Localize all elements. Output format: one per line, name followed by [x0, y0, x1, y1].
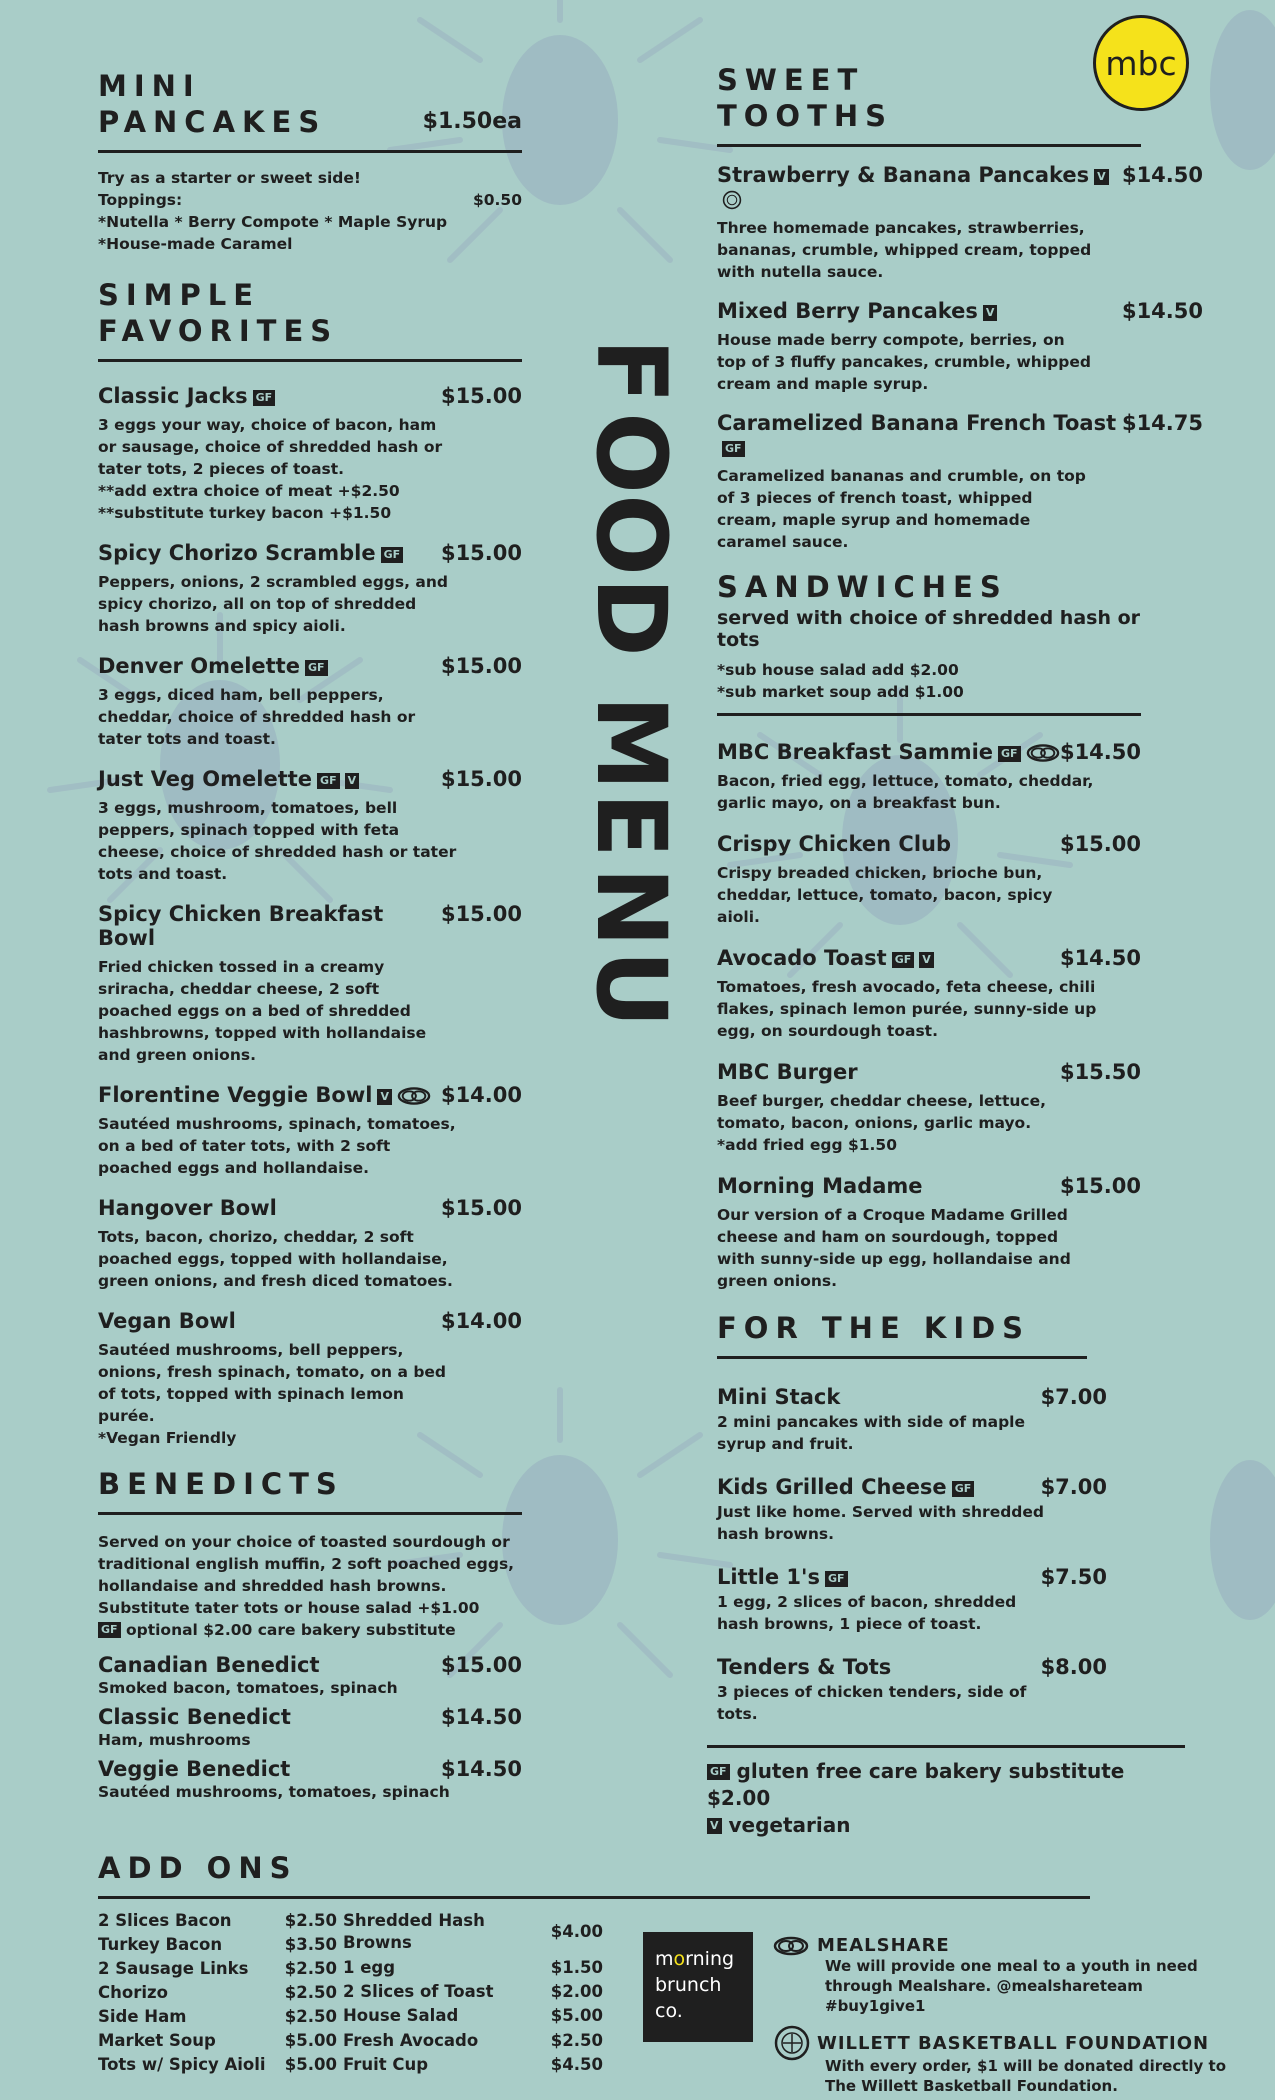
item-description: Sautéed mushrooms, spinach, tomatoes, on a bed of tater tots, with 2 soft poached eggs and hollandaise. — [98, 1115, 456, 1177]
toppings-list: *House-made Caramel — [98, 235, 293, 253]
item-description: Tomatoes, fresh avocado, feta cheese, chili flakes, spinach lemon purée, sunny-side up egg, on sourdough toast. — [717, 978, 1097, 1040]
item-name — [98, 541, 403, 565]
benedicts-section — [98, 1466, 522, 1803]
item-name-text: Tenders & Tots — [717, 1655, 892, 1679]
item-price: $15.00 — [440, 767, 522, 791]
menu-item-header — [98, 1083, 522, 1107]
menu-item — [98, 654, 522, 750]
gf-badge: GF — [998, 746, 1021, 762]
item-name-text: Caramelized Banana French Toast — [717, 411, 1117, 435]
add-on-price: $2.50 — [284, 1959, 337, 1978]
mealshare-icon — [1026, 743, 1060, 763]
item-price: $7.00 — [1040, 1475, 1107, 1499]
gf-badge: GF — [707, 1764, 730, 1780]
menu-item-header — [717, 832, 1141, 856]
item-price: $14.50 — [440, 1705, 522, 1729]
item-name-text: Crispy Chicken Club — [717, 832, 952, 856]
item-description: Just like home. Served with shredded hash browns. — [717, 1503, 1045, 1543]
item-name-text: Little 1's — [717, 1565, 820, 1589]
v-badge: V — [983, 305, 998, 321]
menu-item — [717, 1565, 1107, 1635]
menu-item — [717, 1655, 1107, 1725]
item-name-text: Kids Grilled Cheese — [717, 1475, 947, 1499]
add-on-name: 2 Slices Bacon — [98, 1911, 232, 1930]
item-name-text: MBC Burger — [717, 1060, 858, 1084]
menu-item — [98, 1705, 522, 1751]
add-on-row — [343, 1956, 603, 1980]
item-price: $7.00 — [1040, 1385, 1107, 1409]
menu-item-header — [717, 1565, 1107, 1589]
gf-badge: GF — [825, 1571, 848, 1587]
section-heading: SANDWICHES — [717, 570, 1008, 604]
item-price: $14.50 — [440, 1757, 522, 1781]
item-description: Peppers, onions, 2 scrambled eggs, and spicy chorizo, all on top of shredded hash browns and spicy aioli. — [98, 573, 448, 635]
add-on-name: Turkey Bacon — [98, 1935, 223, 1954]
add-on-name: Chorizo — [98, 1983, 168, 2002]
add-on-name: Tots w/ Spicy Aioli — [98, 2055, 266, 2074]
add-on-name: Market Soup — [98, 2031, 216, 2050]
add-on-row — [343, 1980, 603, 2004]
sweet-tooths-section — [717, 62, 1141, 147]
left-column — [98, 68, 522, 1809]
item-name — [717, 1385, 840, 1409]
willett-icon — [773, 2024, 811, 2062]
menu-item-header — [98, 1309, 522, 1333]
title-letter: D — [575, 577, 687, 657]
section-heading: TOOTHS — [717, 99, 894, 133]
item-description: Our version of a Croque Madame Grilled cheese and ham on sourdough, topped with sunny-side up egg, hollandaise and green onions. — [717, 1206, 1071, 1290]
add-on-row — [98, 2005, 343, 2029]
item-name-text: Hangover Bowl — [98, 1196, 277, 1220]
willett-text: With every order, $1 will be donated directly to The Willett Basketball Foundation. — [825, 2057, 1227, 2095]
menu-item — [717, 1385, 1107, 1455]
item-name-text: Denver Omelette — [98, 654, 300, 678]
menu-item — [717, 1475, 1107, 1545]
gf-badge: GF — [317, 773, 340, 789]
menu-item-header — [98, 1653, 522, 1677]
item-description: House made berry compote, berries, on top of 3 fluffy pancakes, crumble, whipped cream and maple syrup. — [717, 331, 1091, 393]
mini-pancakes-desc: Try as a starter or sweet side! — [98, 169, 361, 187]
add-on-name: Side Ham — [98, 2007, 187, 2026]
v-badge: V — [707, 1818, 722, 1834]
item-name-text: Strawberry & Banana Pancakes — [717, 163, 1090, 187]
v-badge: V — [345, 773, 360, 789]
item-note: *Vegan Friendly — [98, 1429, 237, 1447]
item-price: $14.00 — [440, 1083, 522, 1107]
menu-item — [717, 740, 1141, 814]
menu-item-header — [717, 1174, 1141, 1198]
item-price: $1.50ea — [422, 109, 522, 134]
add-on-price: $4.50 — [550, 2054, 603, 2074]
sandwiches-section — [717, 569, 1141, 1292]
mini-pancakes-section — [98, 68, 522, 255]
menu-item-header — [717, 740, 1141, 764]
menu-list — [717, 740, 1141, 1292]
item-name-text: Mixed Berry Pancakes — [717, 299, 978, 323]
sandwiches-subheading: served with choice of shredded hash or tots — [717, 607, 1141, 651]
menu-item — [98, 541, 522, 637]
add-on-row — [98, 2029, 343, 2053]
add-on-name: 2 Sausage Links — [98, 1959, 249, 1978]
item-price: $15.00 — [1059, 832, 1141, 856]
menu-item-header — [717, 163, 1203, 211]
item-name — [98, 654, 328, 678]
title-letter: U — [574, 950, 687, 1028]
item-price: $14.00 — [440, 1309, 522, 1333]
item-name — [717, 1655, 891, 1679]
item-price: $14.50 — [1121, 163, 1203, 187]
item-name — [717, 1060, 858, 1084]
legend-text: gluten free care bakery substitute $2.00 — [707, 1759, 1125, 1810]
menu-item-header — [717, 1475, 1107, 1499]
item-name-text: Classic Jacks — [98, 384, 248, 408]
item-note: **substitute turkey bacon +$1.50 — [98, 504, 392, 522]
toppings-list: *Nutella * Berry Compote * Maple Syrup — [98, 213, 448, 231]
morning-brunch-brand-box — [643, 1932, 753, 2042]
right-column — [707, 62, 1203, 1839]
item-description: 2 mini pancakes with side of maple syrup and fruit. — [717, 1413, 1025, 1453]
add-on-name: 1 egg — [343, 1957, 396, 1977]
item-name — [98, 1309, 236, 1333]
item-name-text: MBC Breakfast Sammie — [717, 740, 994, 764]
menu-item — [98, 1757, 522, 1803]
add-on-row — [343, 2053, 603, 2077]
title-letter: N — [575, 866, 687, 948]
mealshare-icon — [397, 1086, 431, 1106]
gf-badge: GF — [305, 660, 328, 676]
item-name — [717, 832, 951, 856]
item-name-text: Vegan Bowl — [98, 1309, 236, 1333]
menu-item-header — [98, 1196, 522, 1220]
item-name-text: Spicy Chorizo Scramble — [98, 541, 376, 565]
item-description: Beef burger, cheddar cheese, lettuce, tomato, bacon, onions, garlic mayo. — [717, 1092, 1046, 1132]
item-price: $8.00 — [1040, 1655, 1107, 1679]
add-on-price: $2.50 — [284, 1911, 337, 1930]
gf-badge: GF — [892, 952, 915, 968]
mealshare-title: MEALSHARE — [817, 1935, 950, 1956]
gf-badge: GF — [98, 1622, 121, 1638]
item-name-text: Spicy Chicken Breakfast Bowl — [98, 902, 384, 950]
add-on-name: Fruit Cup — [343, 2054, 429, 2074]
item-name — [98, 1196, 277, 1220]
simple-favorites-section — [98, 277, 522, 1449]
toppings-label: Toppings: — [98, 191, 183, 209]
item-price: $7.50 — [1040, 1565, 1107, 1589]
menu-item — [98, 1196, 522, 1292]
gf-note: optional $2.00 care bakery substitute — [125, 1621, 456, 1639]
menu-item — [717, 411, 1203, 553]
item-name — [717, 740, 1060, 764]
item-name — [98, 1083, 431, 1107]
menu-item-header — [98, 902, 522, 950]
title-letter: F — [574, 338, 687, 404]
item-name — [717, 1565, 848, 1589]
item-price: $15.00 — [440, 902, 522, 926]
sandwich-note: *sub house salad add $2.00 — [717, 661, 959, 679]
add-on-name: House Salad — [343, 2006, 459, 2026]
add-on-price: $2.50 — [550, 2030, 603, 2050]
menu-item — [98, 902, 522, 1066]
item-name — [717, 1174, 923, 1198]
gf-badge: GF — [722, 441, 745, 457]
section-heading: MINI — [98, 69, 201, 103]
item-name — [717, 946, 934, 970]
add-on-price: $5.00 — [550, 2006, 603, 2026]
add-on-row — [343, 2028, 603, 2052]
menu-item-header — [717, 1385, 1107, 1409]
title-letter: O — [574, 412, 687, 494]
item-description: Smoked bacon, tomatoes, spinach — [98, 1679, 398, 1697]
add-on-price: $3.50 — [284, 1935, 337, 1954]
item-name-text: Just Veg Omelette — [98, 767, 313, 791]
item-price: $14.50 — [1059, 740, 1141, 764]
menu-item — [98, 1653, 522, 1699]
menu-item — [98, 1083, 522, 1179]
add-on-row — [343, 2004, 603, 2028]
add-ons-column — [98, 1909, 343, 2077]
menu-item-header — [717, 946, 1141, 970]
benedicts-intro: Served on your choice of toasted sourdough or traditional english muffin, 2 soft poached eggs, hollandaise and shredded hash browns. Substitute tater tots or house salad +$1.00 — [98, 1533, 515, 1617]
menu-item-header — [98, 384, 522, 408]
menu-item-header — [98, 1757, 522, 1781]
title-letter: E — [574, 792, 687, 858]
add-on-name: Shredded Hash Browns — [343, 1911, 485, 1953]
item-name — [98, 1705, 291, 1729]
menu-item-header — [717, 299, 1203, 323]
menu-list — [717, 1385, 1107, 1725]
gf-badge: GF — [952, 1481, 975, 1497]
mealshare-text: We will provide one meal to a youth in need through Mealshare. @mealshareteam #buy1give1 — [825, 1957, 1198, 2015]
toppings-price: $0.50 — [472, 191, 522, 209]
item-name — [98, 767, 359, 791]
item-description: Caramelized bananas and crumble, on top of 3 pieces of french toast, whipped cream, maple syrup and homemade caramel sauce. — [717, 467, 1086, 551]
item-price: $15.50 — [1059, 1060, 1141, 1084]
section-heading: ADD ONS — [98, 1850, 1090, 1899]
item-description: 3 pieces of chicken tenders, side of tots. — [717, 1683, 1027, 1723]
add-on-row — [98, 1909, 343, 1933]
brand-text: co. — [655, 2000, 683, 2022]
add-on-row — [98, 2053, 343, 2077]
add-on-name: Fresh Avocado — [343, 2030, 479, 2050]
add-on-price: $5.00 — [284, 2031, 337, 2050]
item-price: $15.00 — [440, 1196, 522, 1220]
mealshare-icon — [773, 1936, 809, 1956]
item-name — [717, 411, 1122, 459]
item-price: $15.00 — [440, 1653, 522, 1677]
sandwich-note: *sub market soup add $1.00 — [717, 683, 964, 701]
item-price: $15.00 — [440, 654, 522, 678]
charity-info — [773, 1935, 1228, 2096]
item-description: Ham, mushrooms — [98, 1731, 251, 1749]
menu-list — [98, 384, 522, 1449]
menu-item-header — [98, 767, 522, 791]
section-heading: PANCAKES — [98, 105, 327, 139]
item-description: Fried chicken tossed in a creamy sriracha, cheddar cheese, 2 soft poached eggs on a bed of shredded hashbrowns, topped with hollandaise and green onions. — [98, 958, 427, 1064]
menu-item-header — [98, 654, 522, 678]
section-heading: SWEET — [717, 63, 865, 97]
brand-text: brunch — [655, 1974, 722, 1996]
menu-item — [98, 1309, 522, 1449]
menu-item-header — [717, 1655, 1107, 1679]
section-heading: FAVORITES — [98, 314, 339, 348]
item-name-text: Veggie Benedict — [98, 1757, 291, 1781]
item-description: 1 egg, 2 slices of bacon, shredded hash browns, 1 piece of toast. — [717, 1593, 1017, 1633]
item-name-text: Mini Stack — [717, 1385, 841, 1409]
item-price: $15.00 — [440, 541, 522, 565]
item-description: 3 eggs, diced ham, bell peppers, cheddar, choice of shredded hash or tater tots and toast. — [98, 686, 416, 748]
add-on-row — [343, 1909, 603, 1956]
item-description: Sautéed mushrooms, tomatoes, spinach — [98, 1783, 450, 1801]
gf-badge: GF — [381, 547, 404, 563]
add-on-row — [98, 1957, 343, 1981]
menu-list — [98, 1653, 522, 1803]
menu-item — [717, 832, 1141, 928]
brand-text: m — [655, 1948, 674, 1970]
section-heading: SIMPLE — [98, 278, 261, 312]
item-name — [717, 163, 1122, 211]
menu-item — [717, 1174, 1141, 1292]
add-on-price: $4.00 — [550, 1922, 603, 1942]
brand-accent: o — [673, 1948, 686, 1970]
v-badge: V — [1094, 169, 1109, 185]
menu-item-header — [717, 1060, 1141, 1084]
v-badge: V — [377, 1089, 392, 1105]
gf-badge: GF — [253, 390, 276, 406]
add-on-price: $2.50 — [284, 2007, 337, 2026]
legend-text: vegetarian — [728, 1813, 851, 1837]
kids-section — [717, 1310, 1107, 1725]
item-price: $14.50 — [1121, 299, 1203, 323]
willett-block — [773, 2024, 1228, 2096]
item-note: **add extra choice of meat +$2.50 — [98, 482, 400, 500]
item-description: Bacon, fried egg, lettuce, tomato, cheddar, garlic mayo, on a breakfast bun. — [717, 772, 1094, 812]
item-description: Three homemade pancakes, strawberries, bananas, crumble, whipped cream, topped with nutella sauce. — [717, 219, 1092, 281]
item-description: Sautéed mushrooms, bell peppers, onions, fresh spinach, tomato, on a bed of tots, topped with spinach lemon purée. — [98, 1341, 447, 1425]
legend — [707, 1745, 1185, 1839]
add-ons-column — [343, 1909, 603, 2077]
v-badge: V — [919, 952, 934, 968]
add-on-price: $1.50 — [550, 1957, 603, 1977]
add-on-name: 2 Slices of Toast — [343, 1981, 494, 2001]
item-price: $14.50 — [1059, 946, 1141, 970]
item-name — [98, 1653, 320, 1677]
item-name-text: Florentine Veggie Bowl — [98, 1083, 373, 1107]
section-heading: BENEDICTS — [98, 1466, 522, 1515]
menu-item — [98, 767, 522, 885]
menu-item-header — [98, 541, 522, 565]
item-name-text: Canadian Benedict — [98, 1653, 320, 1677]
item-note: *add fried egg $1.50 — [717, 1136, 897, 1154]
item-name-text: Avocado Toast — [717, 946, 887, 970]
title-letter: O — [574, 494, 687, 576]
add-on-row — [98, 1933, 343, 1957]
menu-item — [717, 946, 1141, 1042]
menu-item — [717, 299, 1203, 395]
title-letter: M — [575, 695, 687, 791]
item-price: $15.00 — [440, 384, 522, 408]
willett-title: WILLETT BASKETBALL FOUNDATION — [817, 2032, 1210, 2054]
item-description: Crispy breaded chicken, brioche bun, cheddar, lettuce, tomato, bacon, spicy aioli. — [717, 864, 1053, 926]
menu-item-header — [717, 411, 1203, 459]
menu-item — [717, 1060, 1141, 1156]
item-name — [98, 384, 275, 408]
item-name-text: Morning Madame — [717, 1174, 923, 1198]
logo-text: mbc — [1105, 43, 1177, 83]
item-description: 3 eggs your way, choice of bacon, ham or sausage, choice of shredded hash or tater tots, 2 pieces of toast. — [98, 416, 443, 478]
menu-item — [717, 163, 1203, 283]
item-description: Tots, bacon, chorizo, cheddar, 2 soft poached eggs, topped with hollandaise, green onions, and fresh diced tomatoes. — [98, 1228, 453, 1290]
mealshare-block — [773, 1935, 1228, 2016]
item-price: $14.75 — [1121, 411, 1203, 435]
section-heading: FOR THE KIDS — [717, 1310, 1087, 1359]
menu-item-header — [98, 1705, 522, 1729]
item-price: $15.00 — [1059, 1174, 1141, 1198]
add-on-price: $5.00 — [284, 2055, 337, 2074]
item-description: 3 eggs, mushroom, tomatoes, bell peppers, spinach topped with feta cheese, choice of shredded hash or tater tots and toast. — [98, 799, 457, 883]
add-on-price: $2.00 — [550, 1981, 603, 2001]
willett-icon — [722, 190, 742, 210]
food-menu-title — [574, 330, 687, 1030]
item-name — [717, 1475, 974, 1499]
item-name — [98, 1757, 290, 1781]
item-name — [98, 902, 441, 950]
brand-text: rning — [685, 1948, 735, 1970]
item-name-text: Classic Benedict — [98, 1705, 291, 1729]
add-on-row — [98, 1981, 343, 2005]
menu-item — [98, 384, 522, 524]
add-on-price: $2.50 — [284, 1983, 337, 2002]
menu-list — [717, 163, 1203, 553]
item-name — [717, 299, 997, 323]
